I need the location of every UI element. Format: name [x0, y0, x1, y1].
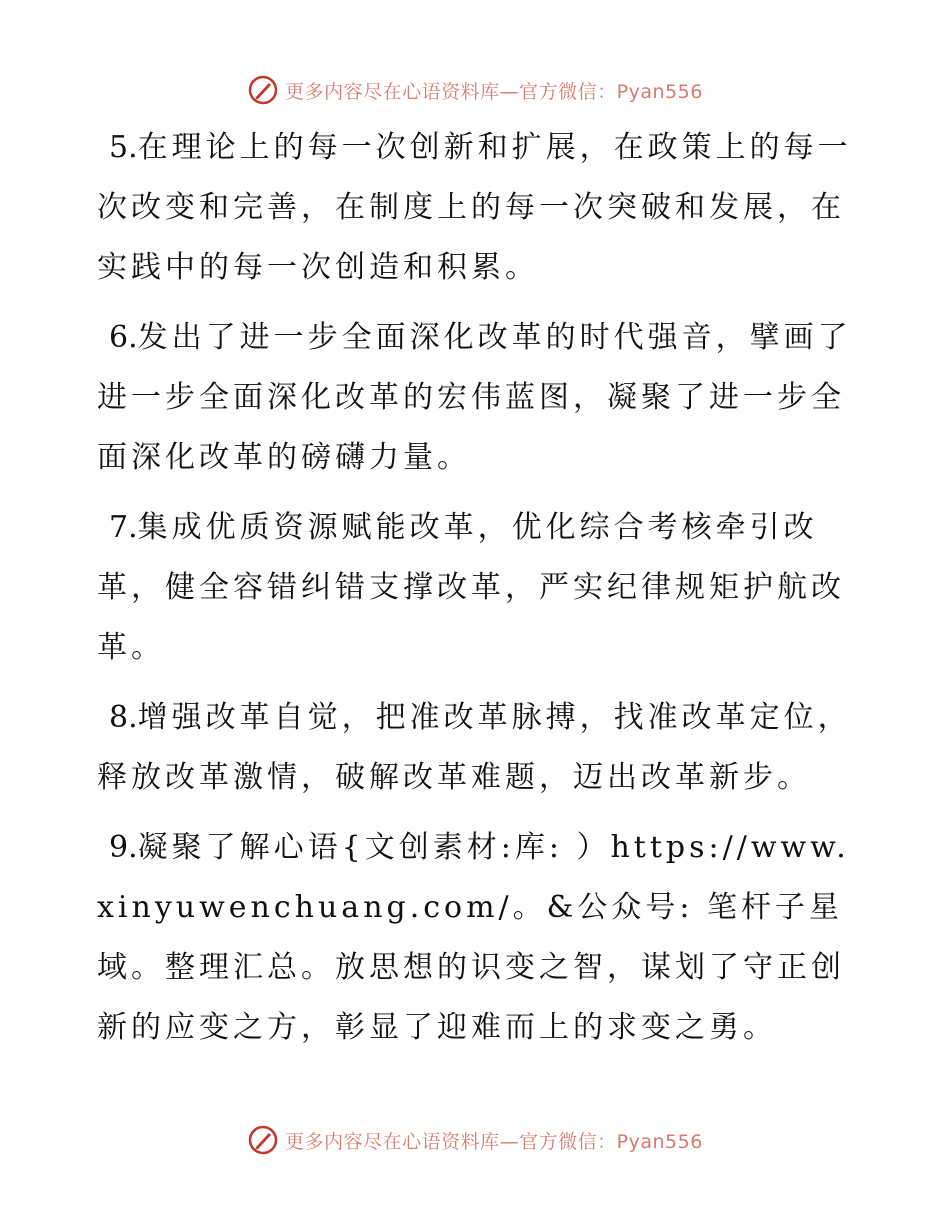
paragraph-number: 5.: [109, 130, 138, 165]
watermark-text: 更多内容尽在心语资料库—官方微信：Pyan556: [285, 1130, 703, 1153]
paragraph-6: [97, 308, 857, 488]
watermark-text: 更多内容尽在心语资料库—官方微信：Pyan556: [285, 80, 703, 103]
quill-pen-logo-icon: [247, 1124, 279, 1156]
paragraph-text: 在理论上的每一次创新和扩展，在政策上的每一次改变和完善，在制度上的每一次突破和发展，在实践中的每一次创造和积累。: [97, 130, 852, 285]
quill-pen-logo-icon: [247, 74, 279, 106]
paragraph-text: 集成优质资源赋能改革，优化综合考核牵引改革，健全容错纠错支撑改革，严实纪律规矩护航改革。: [97, 510, 845, 665]
paragraph-number: 6.: [109, 320, 138, 355]
paragraph-7: [97, 498, 857, 678]
paragraph-9: [97, 818, 857, 1058]
paragraph-number: 8.: [109, 700, 138, 735]
paragraph-number: 7.: [109, 510, 138, 545]
document-body: [97, 118, 857, 1068]
paragraph-5: [97, 118, 857, 298]
paragraph-number: 9.: [109, 830, 138, 865]
header-watermark-banner: [0, 70, 950, 110]
paragraph-text: 凝聚了解心语{文创素材:库: ）https://www.xinyuwenchuang.com/。&公众号: 笔杆子星域。整理汇总。放思想的识变之智，谋划了守正创新的应变之方，彰显了迎难而上的求变之勇。: [97, 830, 850, 1045]
paragraph-text: 增强改革自觉，把准改革脉搏，找准改革定位，释放改革激情，破解改革难题，迈出改革新步。: [97, 700, 852, 795]
paragraph-text: 发出了进一步全面深化改革的时代强音，擘画了进一步全面深化改革的宏伟蓝图，凝聚了进一步全面深化改革的磅礴力量。: [97, 320, 852, 475]
paragraph-8: [97, 688, 857, 808]
footer-watermark-banner: [0, 1120, 950, 1160]
